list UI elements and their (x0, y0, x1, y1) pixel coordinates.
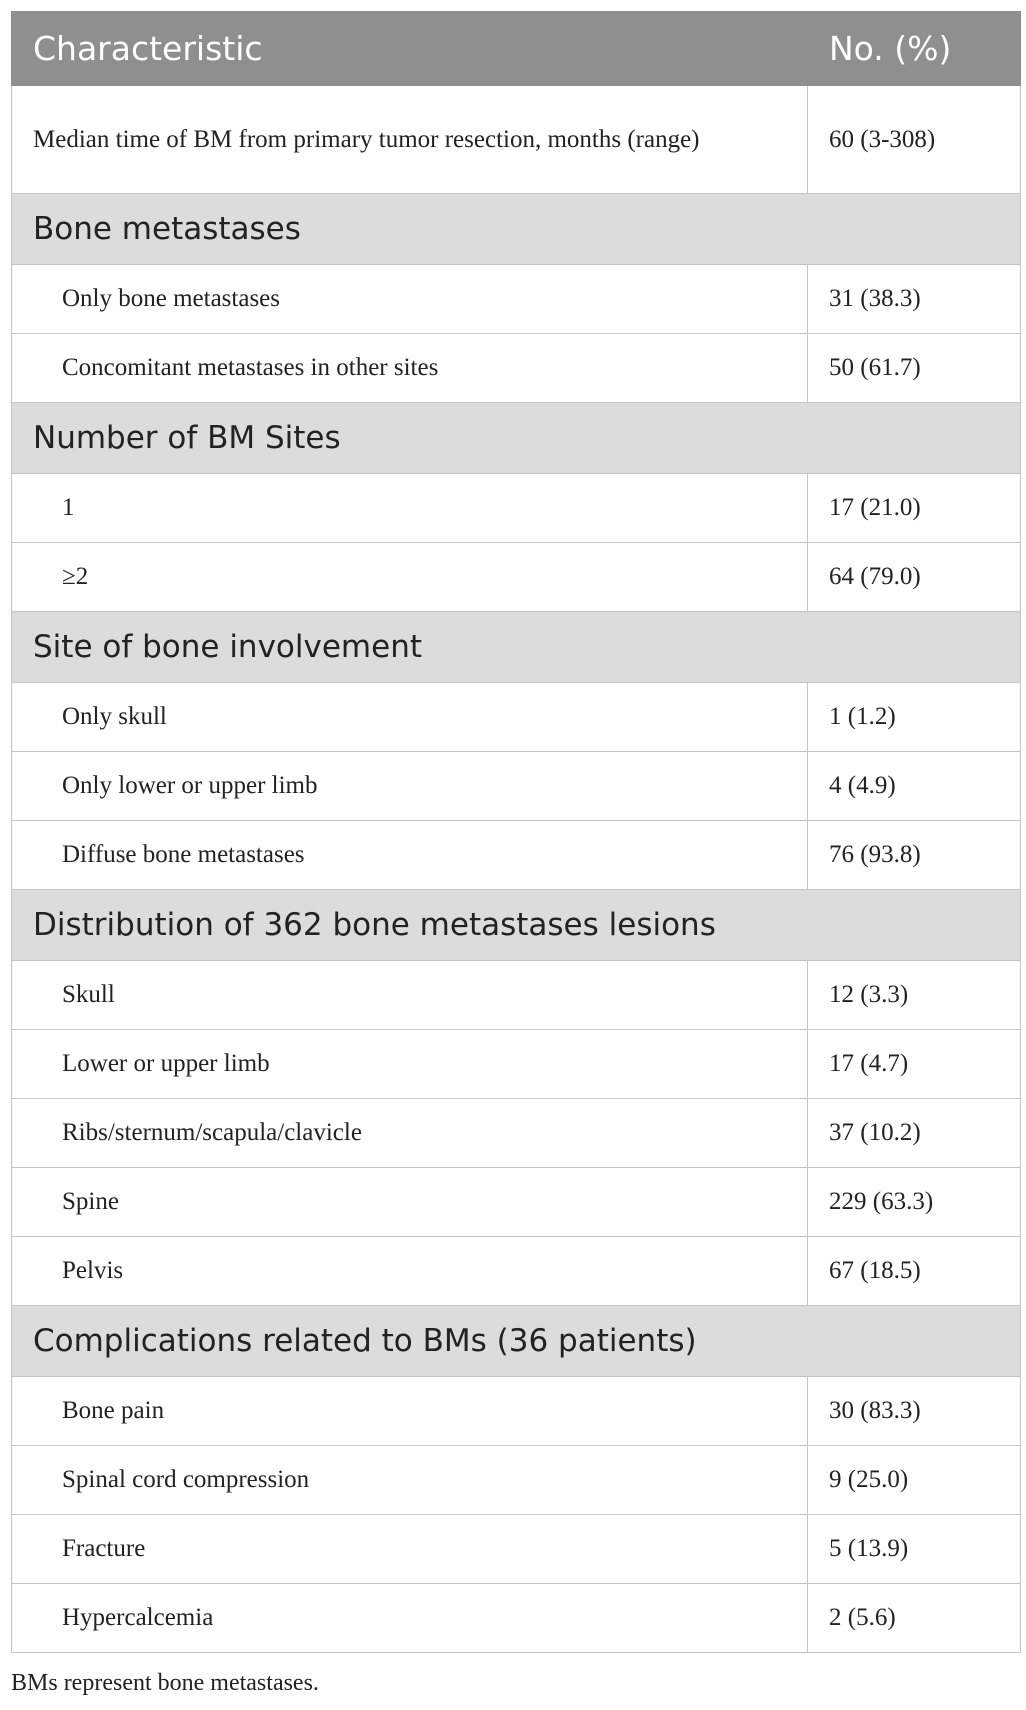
row-label: Spinal cord compression (12, 1446, 808, 1515)
row-value: 9 (25.0) (808, 1446, 1021, 1515)
row-label: Lower or upper limb (12, 1030, 808, 1099)
row-label: 1 (12, 474, 808, 543)
table-row (12, 1168, 1021, 1237)
row-label: Spine (12, 1168, 808, 1237)
table-row (12, 1237, 1021, 1306)
characteristics-table (11, 11, 1021, 1653)
table-row (12, 474, 1021, 543)
section-title: Complications related to BMs (36 patients) (12, 1306, 1021, 1377)
table-row (12, 1584, 1021, 1653)
table-header-row (12, 12, 1021, 86)
header-value: No. (%) (808, 12, 1021, 86)
row-label: Concomitant metastases in other sites (12, 334, 808, 403)
row-label: Only lower or upper limb (12, 752, 808, 821)
row-value: 30 (83.3) (808, 1377, 1021, 1446)
header-characteristic: Characteristic (12, 12, 808, 86)
section-title: Distribution of 362 bone metastases lesions (12, 890, 1021, 961)
table-body (12, 86, 1021, 1653)
row-label: Bone pain (12, 1377, 808, 1446)
row-label: Skull (12, 961, 808, 1030)
row-value: 17 (21.0) (808, 474, 1021, 543)
section-header-row (12, 1306, 1021, 1377)
table-row (12, 683, 1021, 752)
table-row (12, 752, 1021, 821)
row-value: 17 (4.7) (808, 1030, 1021, 1099)
row-label: Pelvis (12, 1237, 808, 1306)
characteristics-table-container (11, 11, 1020, 1653)
row-label: Hypercalcemia (12, 1584, 808, 1653)
row-value: 5 (13.9) (808, 1515, 1021, 1584)
row-value: 50 (61.7) (808, 334, 1021, 403)
table-row (12, 1377, 1021, 1446)
row-value: 76 (93.8) (808, 821, 1021, 890)
table-row (12, 334, 1021, 403)
table-row (12, 1030, 1021, 1099)
row-value: 2 (5.6) (808, 1584, 1021, 1653)
row-value: 60 (3-308) (808, 86, 1021, 194)
row-value: 1 (1.2) (808, 683, 1021, 752)
row-label: Only bone metastases (12, 265, 808, 334)
row-label: Only skull (12, 683, 808, 752)
row-label: Fracture (12, 1515, 808, 1584)
section-header-row (12, 194, 1021, 265)
row-value: 67 (18.5) (808, 1237, 1021, 1306)
row-value: 31 (38.3) (808, 265, 1021, 334)
table-row (12, 1515, 1021, 1584)
row-label: Median time of BM from primary tumor resection, months (range) (12, 86, 808, 194)
section-title: Site of bone involvement (12, 612, 1021, 683)
row-value: 37 (10.2) (808, 1099, 1021, 1168)
table-footnote: BMs represent bone metastases. (11, 1670, 319, 1696)
table-row (12, 961, 1021, 1030)
row-label: Ribs/sternum/scapula/clavicle (12, 1099, 808, 1168)
table-row (12, 821, 1021, 890)
row-label: ≥2 (12, 543, 808, 612)
table-row (12, 543, 1021, 612)
row-value: 12 (3.3) (808, 961, 1021, 1030)
row-value: 64 (79.0) (808, 543, 1021, 612)
table-row (12, 1446, 1021, 1515)
section-header-row (12, 890, 1021, 961)
row-value: 229 (63.3) (808, 1168, 1021, 1237)
row-label: Diffuse bone metastases (12, 821, 808, 890)
table-row (12, 1099, 1021, 1168)
section-title: Number of BM Sites (12, 403, 1021, 474)
table-row (12, 265, 1021, 334)
section-header-row (12, 612, 1021, 683)
section-header-row (12, 403, 1021, 474)
table-row (12, 86, 1021, 194)
row-value: 4 (4.9) (808, 752, 1021, 821)
section-title: Bone metastases (12, 194, 1021, 265)
